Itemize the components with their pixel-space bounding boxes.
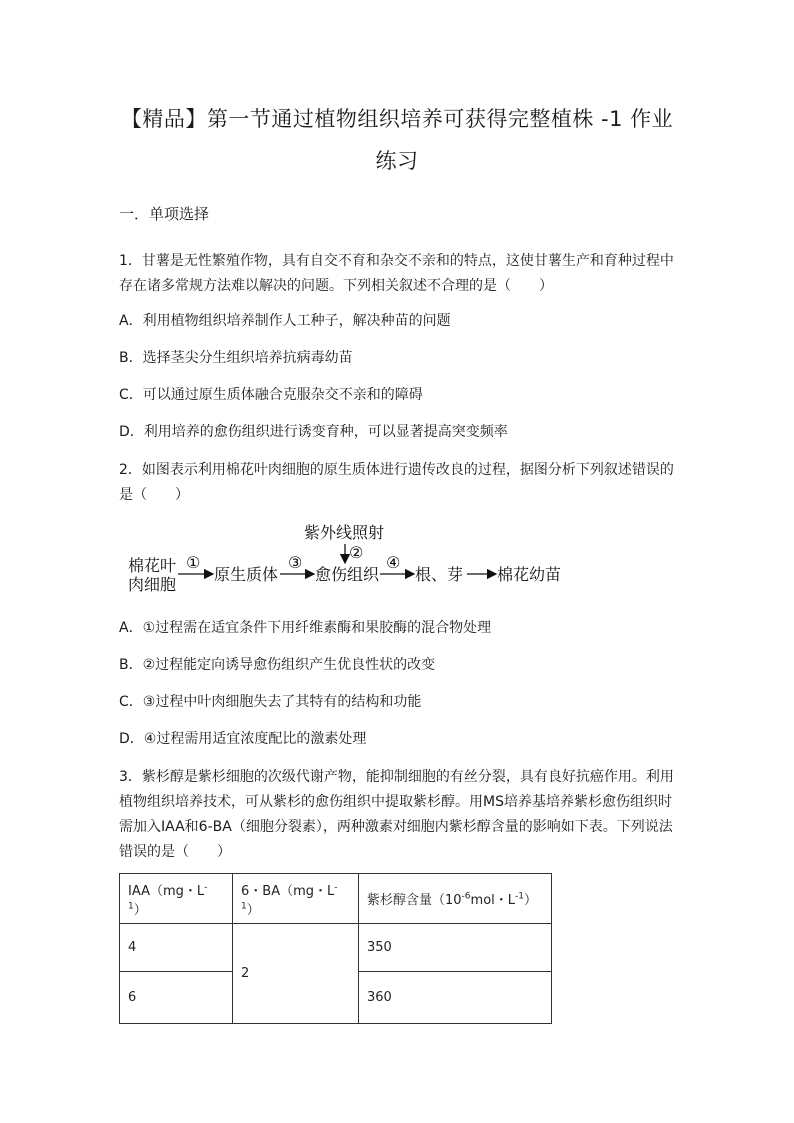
cell-iaa-1: 4 xyxy=(120,924,233,972)
start-label-line-2: 肉细胞 xyxy=(128,575,177,594)
header-6ba: 6・BA（mg・$L^{-1}$） xyxy=(233,874,359,924)
cell-6ba: 2 xyxy=(233,924,359,1024)
node-roots-buds: 根、芽 xyxy=(415,565,464,584)
step-1-label: ① xyxy=(186,553,201,572)
node-seedling: 棉花幼苗 xyxy=(497,565,562,584)
node-callus: 愈伤组织 xyxy=(315,565,380,584)
cell-iaa-2: 6 xyxy=(120,972,233,1024)
question-2-option-c: C．③过程中叶肉细胞失去了其特有的结构和功能 xyxy=(119,694,422,710)
page-title xyxy=(100,98,694,182)
question-2-option-b: B．②过程能定向诱导愈伤组织产生优良性状的改变 xyxy=(119,657,436,673)
title-line-1: 【精品】第一节通过植物组织培养可获得完整植株 -1 作业 xyxy=(120,107,674,131)
uv-label: 紫外线照射 xyxy=(304,523,385,542)
table-header-row xyxy=(120,874,552,924)
step-4-label: ④ xyxy=(386,553,401,572)
question-1-option-a: A．利用植物组织培养制作人工种子，解决种苗的问题 xyxy=(119,313,451,329)
hormone-table xyxy=(119,873,552,1024)
question-2-stem: 2．如图表示利用棉花叶肉细胞的原生质体进行遗传改良的过程，据图分析下列叙述错误的是（ ） xyxy=(119,462,674,503)
table-row xyxy=(120,924,552,972)
question-2-option-d: D．④过程需用适宜浓度配比的激素处理 xyxy=(119,731,367,747)
title-line-2: 练习 xyxy=(375,149,419,173)
header-iaa: IAA（mg・$L^{-1}$） xyxy=(120,874,233,924)
question-3-stem: 3．紫杉醇是紫杉细胞的次级代谢产物，能抑制细胞的有丝分裂，具有良好抗癌作用。利用植物组织培养技术，可从紫杉的愈伤组织中提取紫杉醇。用MS培养基培养紫杉愈伤组织时需加入IAA和6-BA（细胞分裂素），两种激素对细胞内紫杉醇含量的影响如下表。下列说法错误的是（ ） xyxy=(119,769,674,860)
question-1-option-d: D．利用培养的愈伤组织进行诱变育种，可以显著提高突变频率 xyxy=(119,424,508,440)
question-1-option-b: B．选择茎尖分生组织培养抗病毒幼苗 xyxy=(119,350,353,366)
step-2-label: ② xyxy=(349,543,364,562)
question-2-option-a: A．①过程需在适宜条件下用纤维素酶和果胶酶的混合物处理 xyxy=(119,620,492,636)
node-protoplast: 原生质体 xyxy=(214,565,279,584)
cell-taxol-2: 360 xyxy=(359,972,552,1024)
question-1-stem: 1．甘薯是无性繁殖作物，具有自交不育和杂交不亲和的特点，这使甘薯生产和育种过程中存在诸多常规方法难以解决的问题。下列相关叙述不合理的是（ ） xyxy=(119,253,674,294)
header-taxol-content: 紫杉醇含量（$10^{-6}mol$・$L^{-1}$） xyxy=(359,874,552,924)
section-heading: 一．单项选择 xyxy=(119,205,210,223)
start-label-line-1: 棉花叶 xyxy=(128,556,177,575)
step-3-label: ③ xyxy=(288,553,303,572)
question-1-option-c: C．可以通过原生质体融合克服杂交不亲和的障碍 xyxy=(119,387,423,403)
cell-taxol-1: 350 xyxy=(359,924,552,972)
process-diagram xyxy=(118,516,588,596)
